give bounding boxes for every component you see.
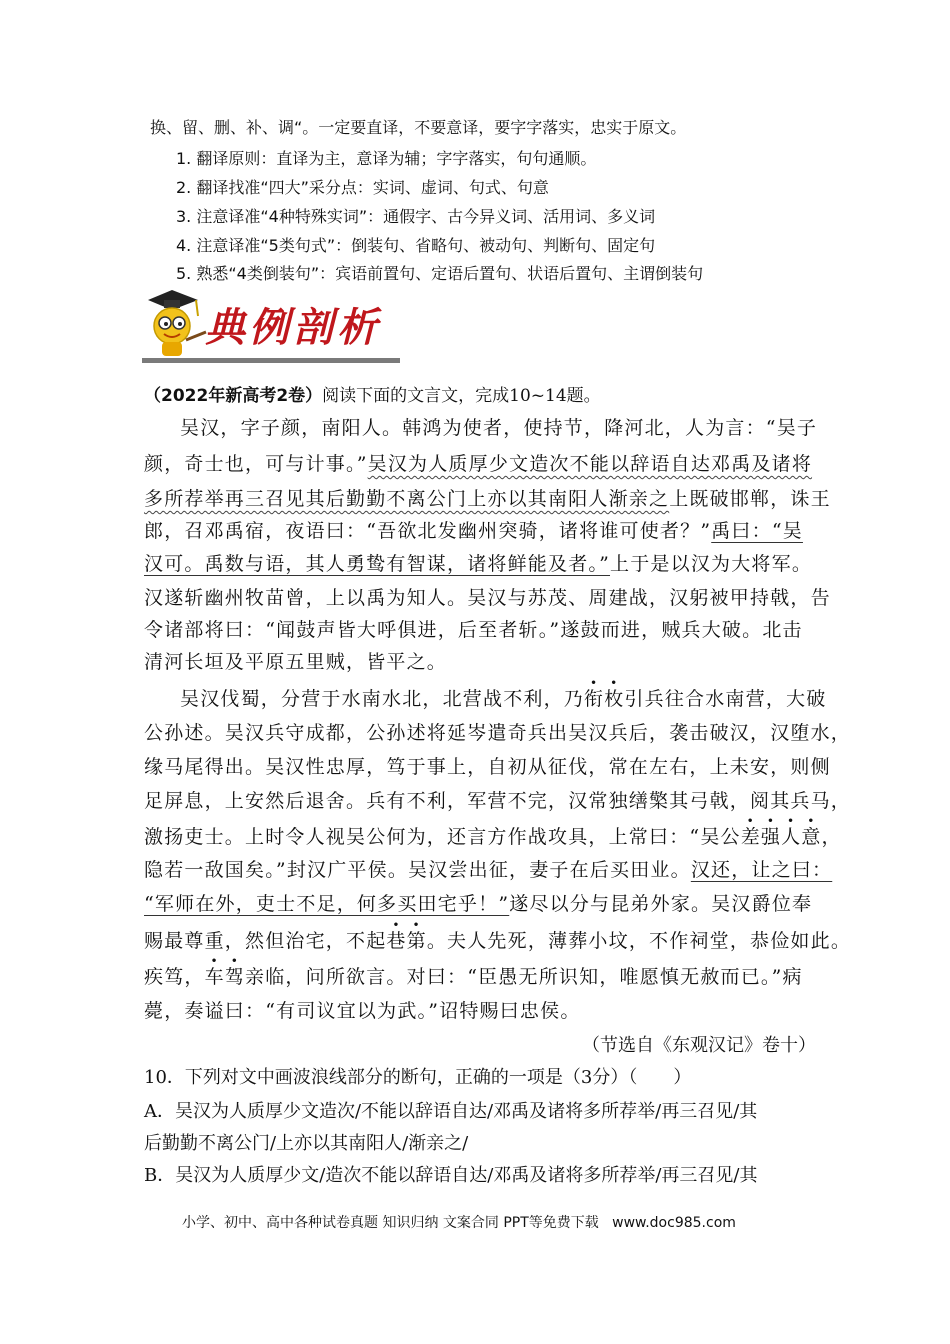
passage-line: 缘马尾得出。吴汉性忠厚，笃于事上，自初从征伐，常在左右，上未安，则侧: [144, 756, 831, 778]
passage-line: [144, 889, 812, 916]
underlined-text: 禹曰：“吴: [711, 520, 803, 542]
passage-text: 郎，召邓禹宿，夜语曰：“吾欲北发幽州突骑，诸将谁可使者？”: [144, 520, 712, 542]
passage-text: 遂尽以分与昆弟外家。吴汉爵位奉: [509, 893, 813, 915]
passage-text: 上于是以汉为大将军。: [610, 553, 813, 575]
passage-text: ，: [821, 826, 842, 848]
tip-item-3: 3. 注意译准“4种特殊实词”：通假字、古今异义词、活用词、多义词: [176, 207, 656, 226]
passage-text: 引兵往合水南营，大破: [624, 688, 827, 710]
banner-title: 典例剖析: [205, 304, 381, 351]
passage-text: 疾笃，: [144, 966, 205, 988]
passage-text: 隐若一敌国矣。”封汉广平侯。吴汉尝出征，妻子在后买田业。: [144, 859, 691, 881]
passage-citation: （节选自《东观汉记》卷十）: [582, 1035, 816, 1056]
page-footer: [182, 1212, 736, 1232]
passage-line: [144, 855, 832, 882]
option-a-line-2: 后勤勤不离公门/上亦以其南阳人/渐亲之/: [144, 1133, 469, 1154]
dotted-char: 第: [406, 930, 427, 952]
dotted-char: 衔: [584, 688, 605, 710]
passage-line: 汉遂斩幽州牧苗曾，上以禹为知人。吴汉与苏茂、周建战，汉躬被甲持戟，告: [144, 587, 831, 609]
passage-text: 亲临，问所欲言。对曰：“臣愚无所识知，唯愿慎无赦而已。”病: [245, 966, 803, 988]
tips-intro-line: 换、留、删、补、调“。一定要直译，不要意译，要字字落实，忠实于原文。: [150, 118, 687, 137]
dotted-char: 人: [781, 826, 802, 848]
passage-line: 足屏息，上安然后退舍。兵有不利，军营不完，汉常独缮檠其弓戟，阅其兵马，: [144, 790, 852, 812]
tip-item-2: 2. 翻译找准“四大”采分点：实词、虚词、句式、句意: [176, 178, 549, 197]
exam-source-line: [144, 381, 601, 406]
dotted-char: 枚: [604, 688, 625, 710]
passage-line: 吴汉，字子颜，南阳人。韩鸿为使者，使持节，降河北，人为言：“吴子: [180, 417, 818, 439]
underlined-text: 汉可。禹数与语，其人勇鸷有智谋，诸将鲜能及者。”: [144, 553, 611, 575]
exam-tag: （2022年新高考2卷）: [144, 386, 323, 406]
footer-url[interactable]: www.doc985.com: [612, 1215, 736, 1231]
passage-text: 激扬吏士。上时令人视吴公何为，还言方作战攻具，上常曰：“吴公: [144, 826, 741, 848]
tip-item-1: 1. 翻译原则：直译为主，意译为辅；字字落实，句句通顺。: [176, 149, 597, 168]
passage-line: [180, 684, 826, 711]
option-a-line-1: A．吴汉为人质厚少文造次/不能以辞语自达/邓禹及诸将多所荐举/再三召见/其: [144, 1101, 758, 1122]
passage-text: 颜，奇士也，可与计事。”: [144, 453, 368, 475]
passage-line: [144, 549, 812, 576]
tip-item-4: 4. 注意译准“5类句式”：倒装句、省略句、被动句、判断句、固定句: [176, 236, 656, 255]
passage-text: 赐最尊重，然但治宅，不起: [144, 930, 387, 952]
dotted-char: 巷: [386, 930, 407, 952]
wavy-underlined-text: 吴汉为人质厚少文造次不能以辞语自达邓禹及诸将: [367, 453, 813, 475]
dotted-char: 车: [204, 966, 225, 988]
instruction-text: 阅读下面的文言文，完成10~14题。: [322, 386, 601, 406]
option-b-line-1: B．吴汉为人质厚少文/造次不能以辞语自达/邓禹及诸将多所荐举/再三召见/其: [144, 1165, 758, 1186]
passage-line: [144, 822, 842, 849]
wavy-underlined-text: 多所荐举再三召见其后勤勤不离公门上亦以其南阳人渐亲之: [144, 488, 670, 510]
underlined-text: 汉还，让之曰：: [690, 859, 833, 881]
footer-text: 小学、初中、高中各种试卷真题 知识归纳 文案合同 PPT等免费下载: [182, 1215, 599, 1231]
dotted-char: 差: [740, 826, 761, 848]
question-10: 10．下列对文中画波浪线部分的断句，正确的一项是（3分）（ ）: [144, 1067, 692, 1088]
passage-line: [144, 516, 803, 543]
passage-text: 上既破邯郸，诛王: [669, 488, 831, 510]
passage-line: [144, 962, 803, 989]
dotted-char: 意: [801, 826, 822, 848]
passage-line: 薨，奏谥曰：“有司议宜以为武。”诏特赐曰忠侯。: [144, 1000, 581, 1022]
tip-item-5: 5. 熟悉“4类倒装句”：宾语前置句、定语后置句、状语后置句、主谓倒装句: [176, 264, 704, 283]
underlined-text: “军师在外，吏士不足，何多买田宅乎！”: [144, 893, 510, 915]
dotted-char: 驾: [224, 966, 246, 988]
passage-line: [144, 484, 831, 511]
passage-line: 公孙述。吴汉兵守成都，公孙述将延岑遣奇兵出吴汉兵后，袭击破汉，汉堕水，: [144, 722, 852, 744]
passage-text: 吴汉伐蜀，分营于水南水北，北营战不利，乃: [180, 688, 585, 710]
banner-divider: [142, 358, 400, 363]
passage-line: [144, 926, 851, 953]
passage-line: [144, 449, 812, 476]
passage-line: 清河长垣及平原五里贼，皆平之。: [144, 651, 448, 673]
dotted-char: 强: [760, 826, 782, 848]
passage-line: 令诸部将曰：“闻鼓声皆大呼俱进，后至者斩。”遂鼓而进，贼兵大破。北击: [144, 619, 803, 641]
passage-text: 。夫人先死，薄葬小坟，不作祠堂，恭俭如此。: [426, 930, 852, 952]
